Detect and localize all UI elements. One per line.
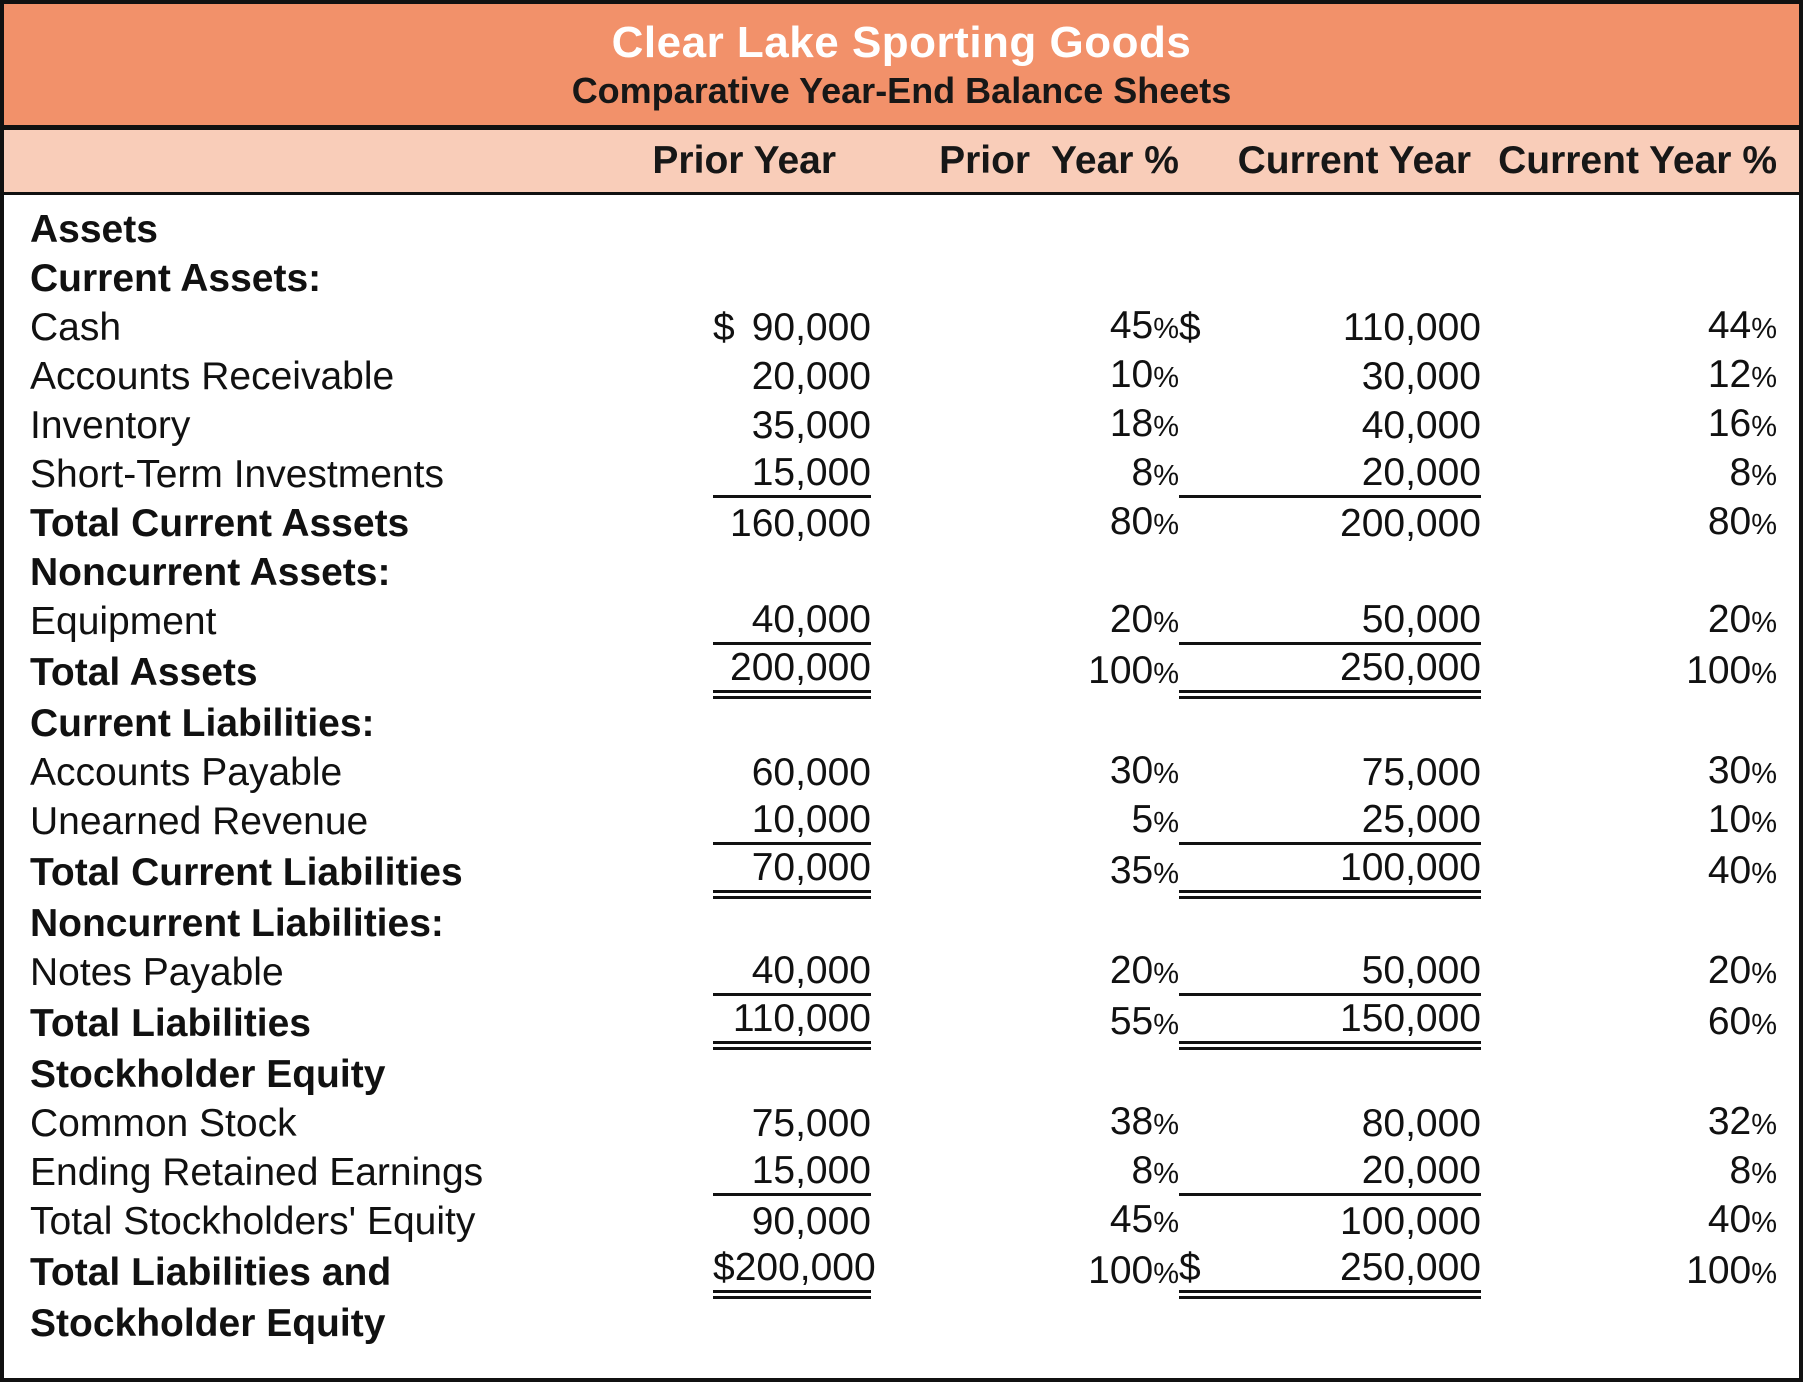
table-row [4,646,1799,699]
percent-sign: % [1153,807,1179,839]
table-row [4,1148,1799,1197]
percent-value: 40 [1707,1198,1752,1241]
dollar-sign: $ [713,1246,735,1289]
prior-year-amount [713,254,871,303]
table-row [4,899,1799,948]
percent-value: 8 [1729,1149,1752,1192]
current-year-percent [1481,748,1799,797]
current-year-percent [1481,352,1799,401]
percent-sign: % [1751,1258,1777,1290]
current-year-amount [1179,1299,1481,1348]
current-year-percent [1481,548,1799,597]
percent-value: 60 [1707,1000,1752,1043]
current-year-percent [1481,948,1799,997]
amount-value: 25,000 [1361,798,1481,841]
percent-value: 5 [1131,798,1154,841]
amount-value: 100,000 [1340,1199,1481,1243]
row-label: Cash [30,305,122,349]
table-row [4,1099,1799,1148]
current-year-amount [1179,499,1481,548]
prior-year-percent [871,254,1179,303]
dollar-sign: $ [1179,305,1201,349]
column-header-prior-year: Prior Year [713,130,871,194]
prior-year-amount [713,401,871,450]
percent-sign: % [1751,509,1777,541]
current-year-amount [1179,254,1481,303]
row-label: Total Liabilities and [30,1250,392,1294]
current-year-percent [1481,997,1799,1050]
amount-value: 250,000 [1340,1246,1481,1289]
amount-value: 110,000 [732,997,871,1040]
current-year-amount [1179,1246,1481,1299]
amount-value: 50,000 [1361,598,1481,641]
prior-year-amount [713,548,871,597]
current-year-amount [1179,548,1481,597]
percent-sign: % [1153,1258,1179,1290]
current-year-amount [1179,797,1481,846]
table-row [4,748,1799,797]
balance-sheet-table [4,130,1799,1348]
dollar-sign: $ [713,305,735,349]
row-label: Ending Retained Earnings [30,1150,484,1194]
table-row [4,352,1799,401]
prior-year-percent [871,748,1179,797]
current-year-percent [1481,254,1799,303]
amount-value: 40,000 [1361,403,1481,447]
table-row [4,303,1799,352]
amount-value: 100,000 [1340,846,1481,889]
prior-year-amount [713,948,871,997]
table-row [4,548,1799,597]
table-row [4,846,1799,899]
table-row [4,797,1799,846]
percent-value: 20 [1109,949,1154,992]
statement-title: Comparative Year-End Balance Sheets [571,69,1232,111]
current-year-amount [1179,997,1481,1050]
percent-value: 8 [1729,451,1752,494]
row-label: Accounts Payable [30,750,343,794]
percent-sign: % [1153,758,1179,790]
percent-sign: % [1153,1207,1179,1239]
current-year-percent [1481,450,1799,499]
current-year-percent [1481,1299,1799,1348]
prior-year-percent [871,401,1179,450]
prior-year-percent [871,499,1179,548]
prior-year-amount [713,997,871,1050]
percent-value: 44 [1707,304,1752,347]
prior-year-percent [871,194,1179,255]
row-label: Total Stockholders' Equity [30,1199,476,1243]
current-year-percent [1481,303,1799,352]
prior-year-amount [713,846,871,899]
prior-year-amount [713,1050,871,1099]
amount-value: 200,000 [1340,501,1481,545]
percent-value: 80 [1707,500,1752,543]
percent-sign: % [1153,658,1179,690]
prior-year-amount [713,646,871,699]
percent-sign: % [1153,958,1179,990]
percent-value: 32 [1707,1100,1752,1143]
percent-value: 55 [1109,1000,1154,1043]
row-label: Stockholder Equity [30,1052,386,1096]
current-year-percent [1481,1197,1799,1246]
row-label: Total Liabilities [30,1001,311,1045]
prior-year-percent [871,1050,1179,1099]
prior-year-amount [713,597,871,646]
column-header-row [4,130,1799,194]
current-year-percent [1481,1099,1799,1148]
current-year-amount [1179,1050,1481,1099]
row-label: Equipment [30,599,217,643]
prior-year-percent [871,1148,1179,1197]
current-year-percent [1481,1246,1799,1299]
column-header-item [4,130,713,194]
percent-value: 40 [1707,849,1752,892]
percent-sign: % [1153,313,1179,345]
current-year-percent [1481,597,1799,646]
prior-year-amount [713,194,871,255]
row-label: Accounts Receivable [30,354,395,398]
table-row [4,1197,1799,1246]
amount-value: 15,000 [751,451,871,494]
percent-sign: % [1751,411,1777,443]
table-row [4,1299,1799,1348]
percent-value: 100 [1686,1249,1752,1292]
percent-sign: % [1153,607,1179,639]
prior-year-amount [713,1299,871,1348]
row-label: Assets [30,207,158,251]
amount-value: 200,000 [730,646,871,689]
row-label: Short-Term Investments [30,452,444,496]
prior-year-amount [713,352,871,401]
prior-year-amount [713,499,871,548]
percent-sign: % [1153,362,1179,394]
table-row [4,401,1799,450]
percent-sign: % [1751,1207,1777,1239]
percent-value: 8 [1131,451,1154,494]
amount-value: 20,000 [1361,451,1481,494]
amount-value: 90,000 [751,305,871,349]
percent-sign: % [1751,362,1777,394]
prior-year-percent [871,899,1179,948]
percent-sign: % [1751,1109,1777,1141]
prior-year-percent [871,352,1179,401]
table-row [4,499,1799,548]
prior-year-amount [713,748,871,797]
percent-sign: % [1153,1009,1179,1041]
row-label: Stockholder Equity [30,1301,386,1345]
current-year-percent [1481,499,1799,548]
prior-year-amount [713,699,871,748]
amount-value: 10,000 [751,798,871,841]
amount-value: 80,000 [1361,1101,1481,1145]
percent-sign: % [1153,1158,1179,1190]
prior-year-amount [713,1148,871,1197]
prior-year-percent [871,303,1179,352]
amount-value: 160,000 [730,501,871,545]
current-year-amount [1179,646,1481,699]
percent-sign: % [1751,958,1777,990]
percent-sign: % [1751,807,1777,839]
percent-value: 100 [1686,649,1752,692]
current-year-percent [1481,899,1799,948]
prior-year-amount [713,1099,871,1148]
current-year-amount [1179,352,1481,401]
current-year-percent [1481,401,1799,450]
current-year-amount [1179,1148,1481,1197]
amount-value: 250,000 [1340,646,1481,689]
table-row [4,948,1799,997]
title-band [4,4,1799,125]
column-header-prior-year-percent: Prior Year % [871,130,1179,194]
amount-value: 70,000 [751,846,871,889]
percent-value: 100 [1088,1249,1154,1292]
current-year-percent [1481,699,1799,748]
prior-year-percent [871,548,1179,597]
current-year-amount [1179,948,1481,997]
current-year-percent [1481,846,1799,899]
row-label: Total Current Liabilities [30,850,463,894]
percent-sign: % [1153,858,1179,890]
current-year-amount [1179,846,1481,899]
current-year-amount [1179,699,1481,748]
percent-value: 100 [1088,649,1154,692]
current-year-amount [1179,194,1481,255]
amount-value: 15,000 [751,1149,871,1192]
percent-value: 18 [1109,402,1154,445]
row-label: Unearned Revenue [30,799,369,843]
current-year-amount [1179,899,1481,948]
percent-value: 45 [1109,304,1154,347]
amount-value: 30,000 [1361,354,1481,398]
table-row [4,1246,1799,1299]
current-year-percent [1481,1148,1799,1197]
amount-value: 90,000 [751,1199,871,1243]
row-label: Notes Payable [30,950,284,994]
amount-value: 40,000 [751,949,871,992]
percent-value: 80 [1109,500,1154,543]
prior-year-percent [871,1099,1179,1148]
percent-sign: % [1751,658,1777,690]
amount-value: 40,000 [751,598,871,641]
prior-year-percent [871,1299,1179,1348]
percent-sign: % [1751,313,1777,345]
percent-value: 20 [1707,598,1752,641]
row-label: Current Assets: [30,256,322,300]
amount-value: 150,000 [1340,997,1481,1040]
row-label: Inventory [30,403,191,447]
prior-year-percent [871,646,1179,699]
prior-year-percent [871,797,1179,846]
percent-value: 30 [1707,749,1752,792]
percent-value: 10 [1109,353,1154,396]
percent-sign: % [1751,460,1777,492]
prior-year-amount [713,1197,871,1246]
percent-sign: % [1153,460,1179,492]
amount-value: 35,000 [751,403,871,447]
percent-value: 45 [1109,1198,1154,1241]
percent-sign: % [1751,607,1777,639]
prior-year-percent [871,1197,1179,1246]
percent-sign: % [1751,858,1777,890]
amount-value: 110,000 [1342,305,1481,349]
percent-value: 10 [1707,798,1752,841]
current-year-amount [1179,748,1481,797]
amount-value: 200,000 [734,1246,876,1289]
amount-value: 75,000 [1361,750,1481,794]
amount-value: 20,000 [751,354,871,398]
current-year-amount [1179,597,1481,646]
current-year-amount [1179,1099,1481,1148]
percent-value: 30 [1109,749,1154,792]
amount-value: 75,000 [751,1101,871,1145]
prior-year-amount [713,450,871,499]
current-year-percent [1481,194,1799,255]
prior-year-percent [871,846,1179,899]
amount-value: 50,000 [1361,949,1481,992]
percent-value: 20 [1707,949,1752,992]
table-row [4,699,1799,748]
prior-year-amount [713,303,871,352]
table-row [4,450,1799,499]
company-name: Clear Lake Sporting Goods [611,17,1192,67]
prior-year-percent [871,948,1179,997]
row-label: Total Assets [30,650,258,694]
percent-value: 38 [1109,1100,1154,1143]
percent-sign: % [1153,411,1179,443]
dollar-sign: $ [1179,1246,1201,1289]
table-row [4,254,1799,303]
percent-sign: % [1153,509,1179,541]
current-year-amount [1179,1197,1481,1246]
percent-sign: % [1751,758,1777,790]
percent-value: 35 [1109,849,1154,892]
table-row [4,997,1799,1050]
prior-year-percent [871,1246,1179,1299]
current-year-percent [1481,646,1799,699]
prior-year-percent [871,597,1179,646]
row-label: Noncurrent Assets: [30,550,391,594]
percent-value: 16 [1707,402,1752,445]
current-year-amount [1179,401,1481,450]
current-year-amount [1179,450,1481,499]
current-year-percent [1481,797,1799,846]
row-label: Current Liabilities: [30,701,375,745]
percent-value: 8 [1131,1149,1154,1192]
percent-value: 20 [1109,598,1154,641]
amount-value: 60,000 [751,750,871,794]
amount-value: 20,000 [1361,1149,1481,1192]
prior-year-percent [871,699,1179,748]
row-label: Total Current Assets [30,501,410,545]
prior-year-percent [871,450,1179,499]
prior-year-amount [713,899,871,948]
prior-year-amount [713,1246,876,1299]
current-year-percent [1481,1050,1799,1099]
percent-value: 12 [1707,353,1752,396]
column-header-current-year-percent: Current Year % [1481,130,1799,194]
row-label: Noncurrent Liabilities: [30,901,444,945]
table-row [4,597,1799,646]
percent-sign: % [1751,1158,1777,1190]
column-header-current-year: Current Year [1179,130,1481,194]
percent-sign: % [1751,1009,1777,1041]
table-row [4,1050,1799,1099]
current-year-amount [1179,303,1481,352]
prior-year-percent [871,997,1179,1050]
table-row [4,194,1799,255]
row-label: Common Stock [30,1101,297,1145]
percent-sign: % [1153,1109,1179,1141]
prior-year-amount [713,797,871,846]
